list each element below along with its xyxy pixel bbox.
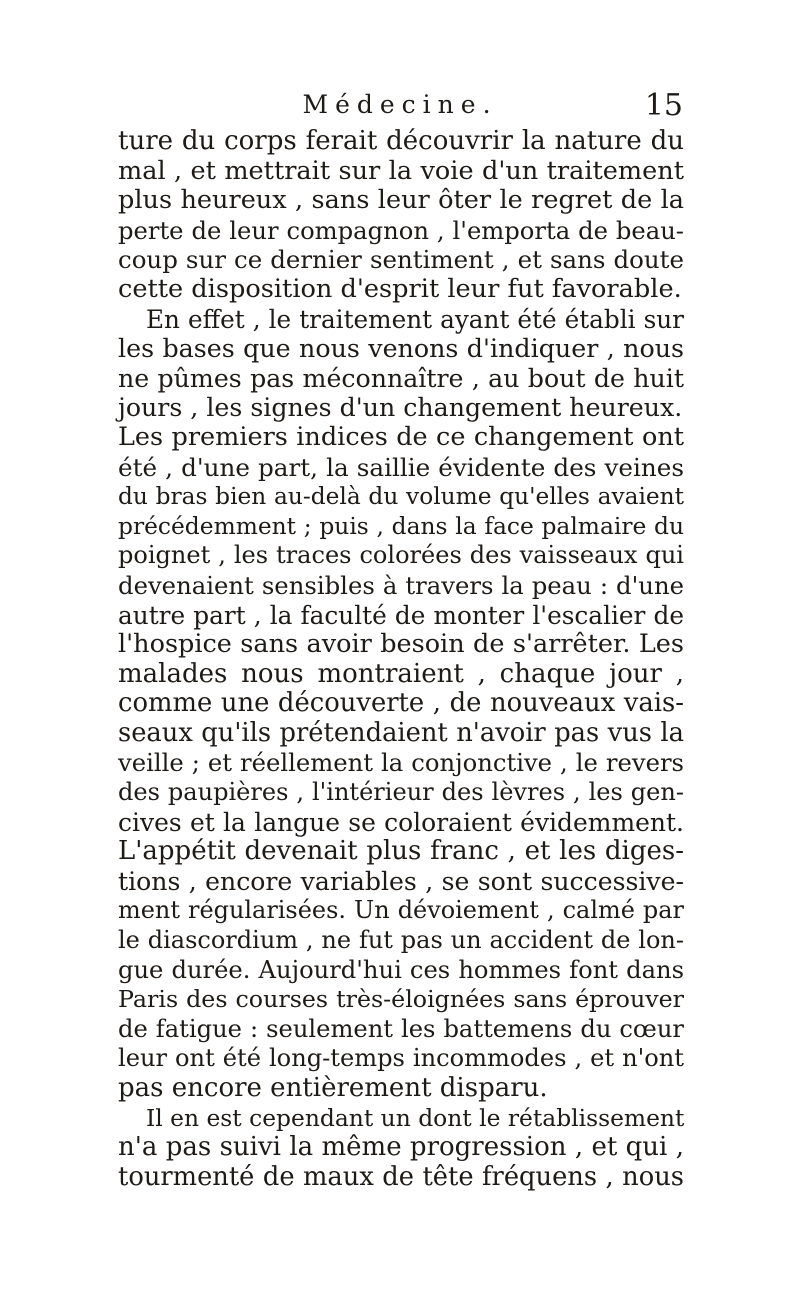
text-line: perte de leur compagnon , l'emporta de beau- bbox=[118, 215, 684, 245]
text-line: précédemment ; puis , dans la face palmaire du bbox=[118, 511, 684, 540]
text-line: de fatigue : seulement les battemens du cœur bbox=[118, 1014, 684, 1043]
text-line: du bras bien au-delà du volume qu'elles avaient bbox=[118, 483, 684, 511]
page-number: 15 bbox=[644, 88, 683, 123]
running-head bbox=[115, 88, 685, 128]
text-line: le diascordium , ne fut pas un accident de lon- bbox=[118, 926, 684, 955]
text-line: mal , et mettrait sur la voie d'un traitement bbox=[118, 155, 684, 186]
text-line: les bases que nous venons d'indiquer , nous bbox=[118, 333, 684, 364]
text-line: plus heureux , sans leur ôter le regret de la bbox=[118, 185, 684, 216]
text-line: seaux qu'ils prétendaient n'avoir pas vus la bbox=[118, 717, 684, 748]
body-text bbox=[118, 127, 684, 1192]
text-line: Paris des courses très-éloignées sans éprouver bbox=[118, 985, 684, 1014]
text-line: leur ont été long-temps incommodes , et n'ont bbox=[118, 1044, 684, 1073]
text-line: veille ; et réellement la conjonctive , le revers bbox=[118, 748, 684, 778]
text-line: Les premiers indices de ce changement ont bbox=[118, 421, 684, 452]
text-line: tourmenté de maux de tête fréquens , nous bbox=[118, 1161, 684, 1192]
text-line: tions , encore variables , se sont successive- bbox=[118, 866, 684, 896]
text-line: ture du corps ferait découvrir la nature du bbox=[118, 126, 684, 156]
text-line: été , d'une part, la saillie évidente des veines bbox=[118, 452, 684, 482]
text-line: cives et la langue se coloraient évidemment. bbox=[118, 807, 684, 837]
text-line: poignet , les traces colorées des vaisseaux qui bbox=[118, 541, 684, 570]
running-title: Médecine. bbox=[302, 90, 498, 119]
text-line: ne pûmes pas méconnaître , au bout de huit bbox=[118, 363, 684, 393]
text-line: autre part , la faculté de monter l'escalier de bbox=[118, 600, 684, 630]
text-line: malades nous montraient , chaque jour , bbox=[118, 658, 684, 689]
text-line: Il en est cependant un dont le rétablissement bbox=[146, 1103, 685, 1132]
text-line: comme une découverte , de nouveaux vais- bbox=[118, 688, 684, 719]
text-line: ment régularisées. Un dévoiement , calmé par bbox=[118, 896, 684, 925]
text-line: n'a pas suivi la même progression , et qui , bbox=[118, 1132, 684, 1163]
text-line: cette disposition d'esprit leur fut favorable. bbox=[118, 273, 682, 304]
text-line: coup sur ce dernier sentiment , et sans doute bbox=[118, 245, 684, 275]
text-line: gue durée. Aujourd'hui ces hommes font dans bbox=[118, 955, 684, 984]
text-line: L'appétit devenait plus franc , et les diges- bbox=[118, 836, 684, 867]
text-line: l'hospice sans avoir besoin de s'arrêter. Les bbox=[118, 629, 684, 660]
text-line: pas encore entièrement disparu. bbox=[118, 1073, 548, 1103]
text-line: des paupières , l'intérieur des lèvres , les gen- bbox=[118, 778, 684, 807]
text-line: jours , les signes d'un changement heureux. bbox=[118, 393, 683, 423]
text-line: En effet , le traitement ayant été établi sur bbox=[146, 304, 684, 334]
text-line: devenaient sensibles à travers la peau : d'une bbox=[118, 570, 684, 600]
